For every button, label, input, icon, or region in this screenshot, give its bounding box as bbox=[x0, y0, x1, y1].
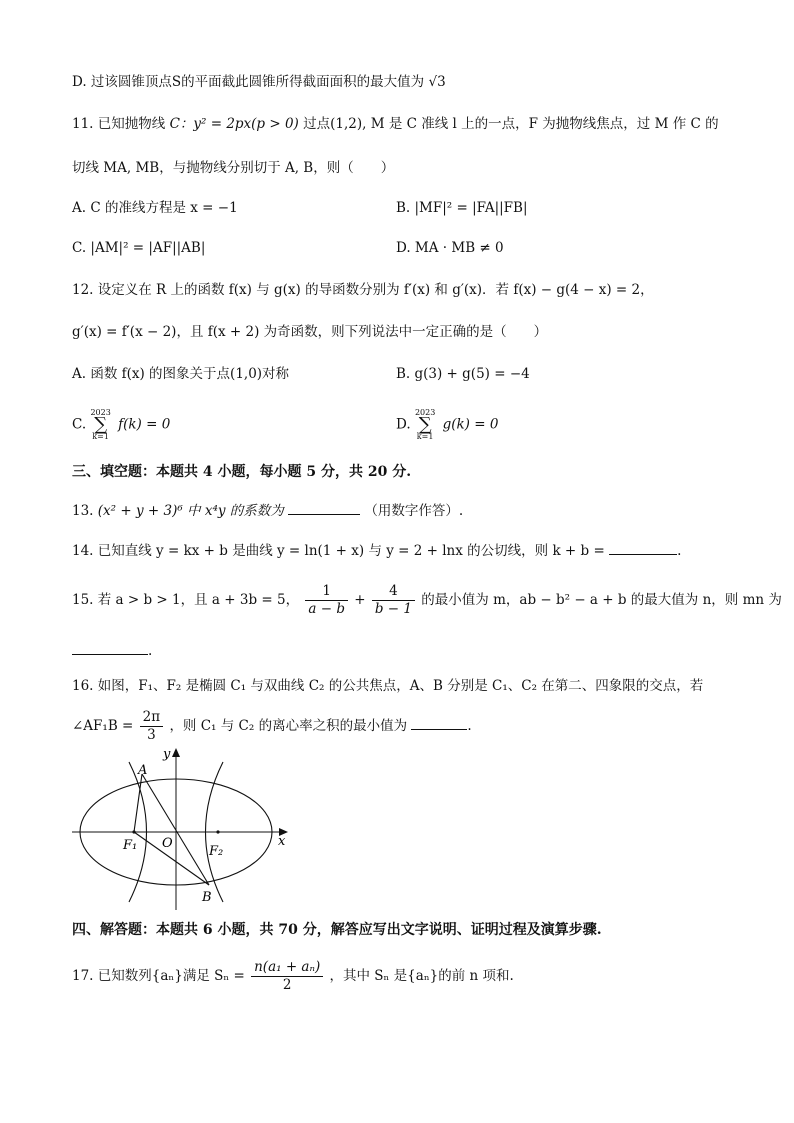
q10-option-d: D. 过该圆锥顶点S的平面截此圆锥所得截面面积的最大值为 √3 bbox=[72, 74, 446, 90]
q12-c-sum-upper: 2023 bbox=[90, 408, 111, 417]
label-f1: F₁ bbox=[123, 838, 138, 853]
q14-answer-blank[interactable] bbox=[609, 540, 677, 555]
q15-line1 bbox=[72, 582, 782, 618]
focus-f2-dot bbox=[216, 830, 219, 833]
q12-d-body: g(k) = 0 bbox=[442, 416, 499, 433]
label-y: y bbox=[163, 747, 171, 762]
q16-answer-blank[interactable] bbox=[411, 715, 467, 730]
q16-fraction bbox=[140, 709, 163, 744]
q13-number: 13. bbox=[72, 503, 94, 519]
q15-line2 bbox=[72, 640, 152, 661]
q13-expression: (x² + y + 3)⁶ 中 x⁴y 的系数为 bbox=[97, 503, 284, 519]
label-b: B bbox=[202, 890, 212, 905]
q17-text-a: 17. 已知数列{aₙ}满足 Sₙ = bbox=[72, 968, 245, 984]
q12-option-c bbox=[72, 408, 170, 442]
q16-stem-line1: 16. 如图，F₁、F₂ 是椭圆 C₁ 与双曲线 C₂ 的公共焦点，A、B 分别是 C₁、C₂ 在第二、四象限的交点，若 bbox=[72, 678, 704, 694]
q17-f-denominator: 2 bbox=[282, 977, 292, 993]
sigma-icon: ∑ bbox=[418, 414, 432, 435]
q17-text-b: ，其中 Sₙ 是{aₙ}的前 n 项和. bbox=[329, 968, 514, 984]
q15-text-b: 的最小值为 m，ab − b² − a + b 的最大值为 n，则 mn 为 bbox=[421, 592, 782, 608]
q16-text: ，则 C₁ 与 C₂ 的离心率之积的最小值为 bbox=[169, 718, 408, 734]
q11-stem-rest: 过点(1,2), M 是 C 准线 l 上的一点，F 为抛物线焦点，过 M 作 C 的 bbox=[303, 116, 719, 132]
q15-answer-blank[interactable] bbox=[72, 640, 148, 655]
q15-plus: + bbox=[354, 592, 366, 608]
q11-option-b: B. |MF|² = |FA||FB| bbox=[396, 200, 528, 216]
q11-option-d: D. MA · MB ≠ 0 bbox=[396, 240, 504, 256]
q12-d-sum bbox=[415, 408, 435, 442]
q15-f1-denominator: a − b bbox=[308, 601, 345, 617]
q17 bbox=[72, 956, 514, 996]
y-axis-arrow-icon bbox=[172, 748, 180, 757]
q15-f2-numerator: 4 bbox=[372, 583, 415, 601]
q12-stem-line2: g′(x) = f′(x − 2)，且 f(x + 2) 为奇函数，则下列说法中一定正确的是（ ） bbox=[72, 324, 548, 340]
q11-option-c: C. |AM|² = |AF||AB| bbox=[72, 240, 206, 256]
q16-f-numerator: 2π bbox=[140, 709, 163, 727]
q15-fraction-1 bbox=[305, 583, 348, 618]
section-4-heading: 四、解答题：本题共 6 小题，共 70 分，解答应写出文字说明、证明过程及演算步骤. bbox=[72, 922, 602, 938]
q17-f-numerator: n(a₁ + aₙ) bbox=[251, 959, 323, 977]
q12-c-sum-lower: k=1 bbox=[92, 432, 109, 441]
q12-d-sum-upper: 2023 bbox=[414, 408, 436, 417]
q17-fraction bbox=[251, 959, 323, 994]
q14-end: . bbox=[677, 543, 682, 559]
label-f2: F₂ bbox=[209, 844, 224, 859]
q11-stem-line1 bbox=[72, 114, 719, 134]
q16-f-denominator: 3 bbox=[147, 727, 156, 743]
q12-option-a: A. 函数 f(x) 的图象关于点(1,0)对称 bbox=[72, 366, 290, 382]
q12-stem-line1: 12. 设定义在 R 上的函数 f(x) 与 g(x) 的导函数分别为 f′(x) 和 g′(x)．若 f(x) − g(4 − x) = 2， bbox=[72, 282, 654, 298]
q11-number: 11. 已知抛物线 bbox=[72, 116, 166, 132]
q14 bbox=[72, 540, 681, 561]
q16-figure bbox=[72, 744, 294, 912]
q12-option-b: B. g(3) + g(5) = −4 bbox=[396, 366, 530, 382]
q11-option-a: A. C 的准线方程是 x = −1 bbox=[72, 200, 238, 216]
q12-d-sum-lower: k=1 bbox=[416, 432, 434, 441]
sigma-icon: ∑ bbox=[94, 414, 108, 435]
q12-option-d bbox=[396, 408, 498, 442]
label-x: x bbox=[278, 834, 286, 849]
label-a: A bbox=[138, 763, 148, 778]
section-3-heading: 三、填空题：本题共 4 小题，每小题 5 分，共 20 分. bbox=[72, 464, 412, 480]
q14-text: 14. 已知直线 y = kx + b 是曲线 y = ln(1 + x) 与 y = 2 + lnx 的公切线，则 k + b = bbox=[72, 543, 605, 559]
q15-text-a: 15. 若 a > b > 1，且 a + 3b = 5， bbox=[72, 592, 300, 608]
q12-c-sum bbox=[90, 408, 110, 442]
q16-angle: ∠AF₁B = bbox=[72, 718, 134, 734]
q12-c-label: C. bbox=[72, 416, 87, 433]
q16-end: . bbox=[467, 718, 472, 734]
q16-stem-line2 bbox=[72, 708, 472, 744]
q13-note: （用数字作答）. bbox=[364, 503, 464, 519]
label-o: O bbox=[162, 836, 173, 851]
q11-parabola: C：y² = 2px(p > 0) bbox=[169, 116, 299, 132]
q15-fraction-2 bbox=[372, 583, 415, 618]
q15-f2-denominator: b − 1 bbox=[374, 601, 412, 617]
q12-d-label: D. bbox=[396, 416, 411, 433]
q13-answer-blank[interactable] bbox=[288, 500, 360, 515]
q12-c-body: f(k) = 0 bbox=[118, 416, 171, 433]
q15-f1-numerator: 1 bbox=[305, 583, 348, 601]
q11-stem-line2: 切线 MA, MB，与抛物线分别切于 A, B，则（ ） bbox=[72, 160, 395, 176]
focus-f1-dot bbox=[132, 830, 135, 833]
q13 bbox=[72, 500, 463, 521]
q15-end: . bbox=[148, 643, 153, 659]
